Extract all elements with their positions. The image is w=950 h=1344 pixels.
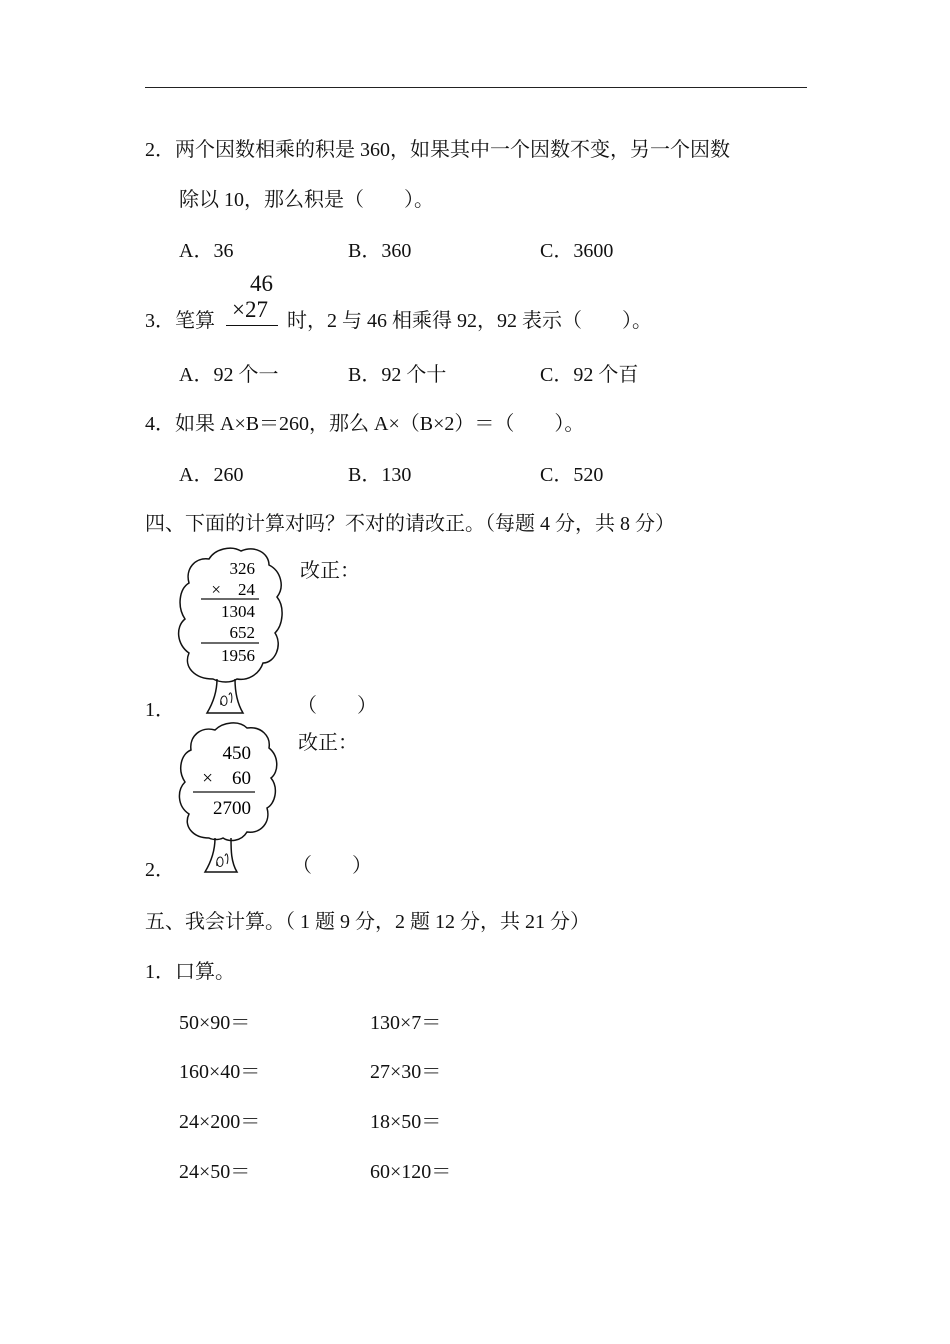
- q3-prefix: 3．笔算: [145, 310, 215, 332]
- section5-heading: 五、我会计算。（ 1 题 9 分，2 题 12 分，共 21 分）: [145, 911, 590, 933]
- header-rule: [145, 87, 807, 88]
- tree-2-trunk-swirl: [217, 854, 228, 867]
- q2-option-b[interactable]: B．360: [348, 240, 412, 262]
- tree-2-figure: [175, 720, 279, 876]
- q3-vertical-calc: [224, 272, 280, 328]
- mental-4-2: 60×120＝: [370, 1161, 452, 1183]
- q4-option-a[interactable]: A．260: [179, 464, 244, 486]
- tree-1-trunk-swirl: [221, 693, 232, 706]
- q2-option-c[interactable]: C．3600: [540, 240, 614, 262]
- mental-3-2: 18×50＝: [370, 1111, 442, 1133]
- q3-option-b[interactable]: B．92 个十: [348, 364, 447, 386]
- q4-option-b[interactable]: B．130: [348, 464, 412, 486]
- mental-4-1: 24×50＝: [179, 1161, 251, 1183]
- tree-1-number: 1．: [145, 699, 175, 721]
- tree-1-figure: [175, 545, 287, 717]
- tree-2-trunk: [205, 838, 237, 872]
- q3-vertical-bottom: ×27: [232, 297, 268, 322]
- tree-2-correction-label: 改正：: [298, 732, 358, 754]
- q2-line2: 除以 10，那么积是（ ）。: [179, 189, 434, 211]
- mental-2-1: 160×40＝: [179, 1061, 261, 1083]
- tree-2-multiplier: × 60: [202, 768, 251, 789]
- q2-line1: 2．两个因数相乘的积是 360，如果其中一个因数不变，另一个因数: [145, 139, 730, 161]
- tree-2-judge-box[interactable]: （ ）: [292, 855, 372, 877]
- tree-2-result: 2700: [213, 798, 251, 819]
- q4-option-c[interactable]: C．520: [540, 464, 604, 486]
- tree-1-multiplier: × 24: [211, 580, 255, 599]
- mental-3-1: 24×200＝: [179, 1111, 261, 1133]
- q3-suffix: 时，2 与 46 相乘得 92，92 表示（ ）。: [287, 310, 652, 332]
- tree-1-multiplicand: 326: [229, 559, 255, 578]
- q4-line: 4．如果 A×B＝260，那么 A×（B×2）＝（ ）。: [145, 413, 585, 435]
- tree-1-partial-1: 1304: [221, 602, 255, 621]
- q2-option-a[interactable]: A．36: [179, 240, 234, 262]
- section4-heading: 四、下面的计算对吗？不对的请改正。（每题 4 分，共 8 分）: [145, 513, 675, 535]
- q3-vertical-underline: [226, 325, 278, 326]
- q3-vertical-top: 46: [250, 271, 273, 296]
- tree-1-correction-label: 改正：: [300, 560, 360, 582]
- mental-2-2: 27×30＝: [370, 1061, 442, 1083]
- mental-1-2: 130×7＝: [370, 1012, 442, 1034]
- section5-sub1: 1．口算。: [145, 961, 235, 983]
- mental-1-1: 50×90＝: [179, 1012, 251, 1034]
- q3-option-a[interactable]: A．92 个一: [179, 364, 279, 386]
- tree-2-multiplicand: 450: [222, 743, 251, 764]
- q3-option-c[interactable]: C．92 个百: [540, 364, 639, 386]
- tree-1-partial-2: 652: [229, 623, 255, 642]
- tree-1-result: 1956: [221, 646, 255, 665]
- tree-2-number: 2．: [145, 859, 175, 881]
- tree-1-judge-box[interactable]: （ ）: [297, 695, 377, 717]
